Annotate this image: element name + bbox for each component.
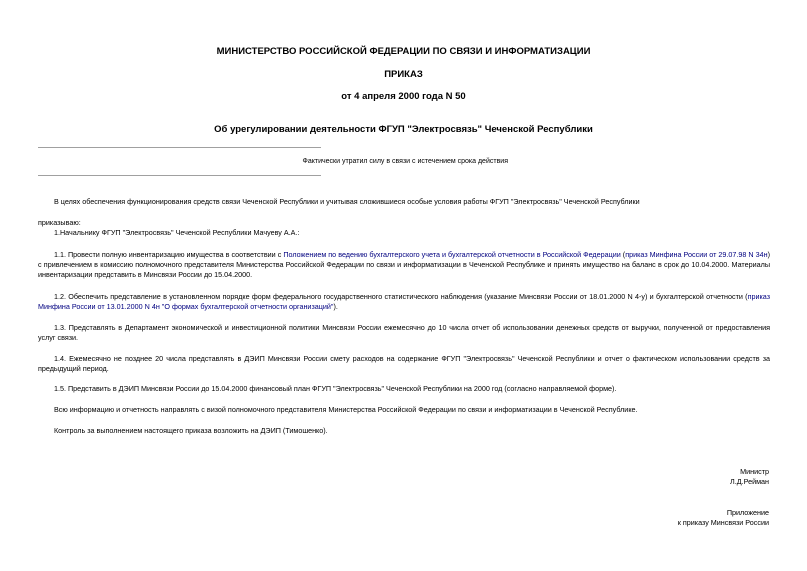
status-note: Фактически утратил силу в связи с истечением срока действия <box>302 158 508 165</box>
paragraph-1-3: 1.3. Представлять в Департамент экономической и инвестиционной политики Минсвязи России ежемесячно до 10 числа отчет об использовании денежных средств от выручки, полученной от предоставления услуг связи. <box>38 323 770 342</box>
preamble-paragraph: В целях обеспечения функционирования средств связи Чеченской Республики и учитывая сложившиеся особые условия работы ФГУП "Электросвязь" Чеченской Республики <box>54 197 640 206</box>
divider-bottom <box>38 175 321 176</box>
paragraph-2: Всю информацию и отчетность направлять с визой полномочного представителя Министерства Российской Федерации по связи и информатизации в Чеченской Республике. <box>54 405 638 414</box>
paragraph-1-4: 1.4. Ежемесячно не позднее 20 числа представлять в ДЭИП Минсвязи России смету расходов на содержание ФГУП "Электросвязь" Чеченской Республики и отчет о фактическом использовании средств за предыдущий период. <box>38 354 770 373</box>
signature-title: Министр <box>740 467 769 476</box>
doc-type-heading: ПРИКАЗ <box>384 69 423 80</box>
paragraph-3: Контроль за выполнением настоящего приказа возложить на ДЭИП (Тимошенко). <box>54 426 328 435</box>
signature-name: Л.Д.Рейман <box>730 477 769 486</box>
paragraph-1-1 <box>38 250 770 280</box>
paragraph-1-2 <box>38 292 770 312</box>
paragraph-1-1-text-c: ) с привлечением в комиссию полномочного представителя Министерства Российской Федерации по связи и информатизации в Чеченской Республике и принять имущество на баланс в срок до 10.04.2000. Материалы инвентаризации представить в Минсвязи России до 15.04.2000. <box>38 250 771 279</box>
paragraph-1-2-text-a: 1.2. Обеспечить представление в установленном порядке форм федерального государственного статистического наблюдения (указание Минсвязи России от 18.01.2000 N 4-у) и бухгалтерской отчетности ( <box>54 292 748 301</box>
ministry-heading: МИНИСТЕРСТВО РОССИЙСКОЙ ФЕДЕРАЦИИ ПО СВЯЗИ И ИНФОРМАТИЗАЦИИ <box>216 46 591 57</box>
divider-top <box>38 147 321 148</box>
accounting-regulation-link[interactable]: Положением по ведению бухгалтерского учета и бухгалтерской отчетности в Российской Федерации <box>283 250 621 259</box>
paragraph-1: 1.Начальнику ФГУП "Электросвязь" Чеченской Республики Мачуеву А.А.: <box>54 228 300 237</box>
order-word: приказываю: <box>38 218 81 227</box>
paragraph-1-1-text-b: ( <box>620 250 626 259</box>
minfin-order-4n-link[interactable]: приказ Минфина России от 13.01.2000 N 4н "О формах бухгалтерской отчетности организаций" <box>38 292 770 311</box>
paragraph-1-2-text-b: ). <box>333 302 338 311</box>
paragraph-1-5: 1.5. Представить в ДЭИП Минсвязи России до 15.04.2000 финансовый план ФГУП "Электросвязь" Чеченской Республики на 2000 год (согласно направляемой форме). <box>54 384 617 393</box>
appendix-label: Приложение <box>726 508 769 517</box>
minfin-order-34n-link[interactable]: приказ Минфина России от 29.07.98 N 34н <box>625 250 768 259</box>
appendix-ref: к приказу Минсвязи России <box>677 518 769 527</box>
subject-heading: Об урегулировании деятельности ФГУП "Электросвязь" Чеченской Республики <box>214 124 593 135</box>
date-number-heading: от 4 апреля 2000 года N 50 <box>341 91 466 102</box>
paragraph-1-1-text-a: 1.1. Провести полную инвентаризацию имущества в соответствии с <box>54 250 284 259</box>
